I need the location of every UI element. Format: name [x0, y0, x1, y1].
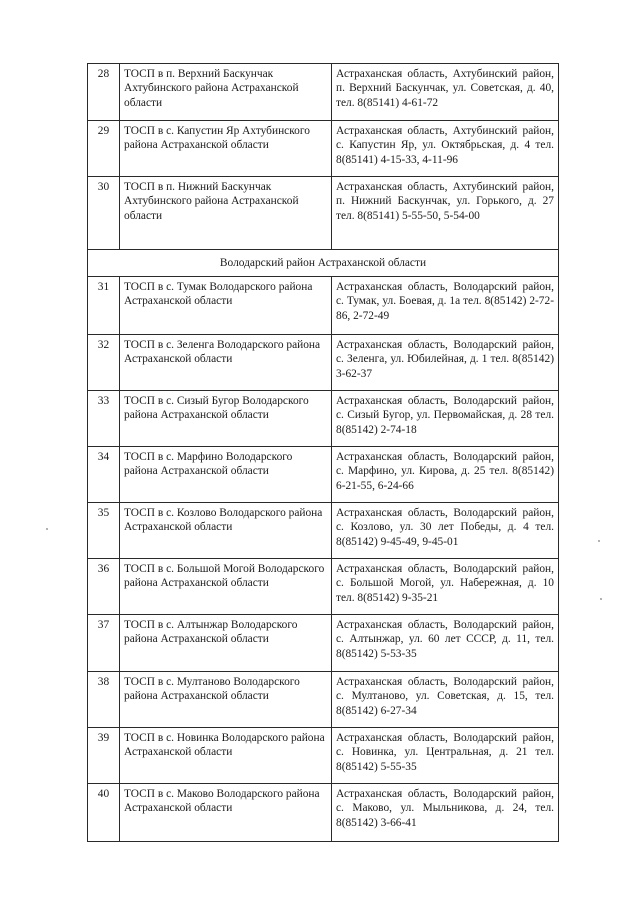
office-name: ТОСП в с. Новинка Володарского района Астраханской области: [120, 728, 332, 784]
office-name: ТОСП в с. Сизый Бугор Володарского района Астраханской области: [120, 391, 332, 447]
office-address: Астраханская область, Володарский район, с. Маково, ул. Мыльникова, д. 24, тел. 8(85142) 3-66-41: [332, 784, 559, 842]
section-header-row: [88, 250, 559, 277]
scan-speck: [46, 528, 48, 530]
table-row: [88, 177, 559, 250]
office-name: ТОСП в с. Тумак Володарского района Астраханской области: [120, 277, 332, 335]
row-number: 31: [88, 277, 120, 335]
table-row: [88, 784, 559, 842]
office-address: Астраханская область, Ахтубинский район, п. Нижний Баскунчак, ул. Горького, д. 27 тел. 8(85141) 5-55-50, 5-54-00: [332, 177, 559, 250]
table-row: [88, 391, 559, 447]
table-row: [88, 64, 559, 121]
row-number: 38: [88, 672, 120, 728]
table-row: [88, 277, 559, 335]
scan-speck: [600, 598, 602, 600]
table-row: [88, 121, 559, 177]
table-row: [88, 559, 559, 615]
office-address: Астраханская область, Володарский район, с. Алтынжар, ул. 60 лет СССР, д. 11, тел. 8(85142) 5-53-35: [332, 615, 559, 672]
row-number: 40: [88, 784, 120, 842]
office-name: ТОСП в с. Марфино Володарского района Астраханской области: [120, 447, 332, 503]
table-row: [88, 728, 559, 784]
table-row: [88, 335, 559, 391]
office-address: Астраханская область, Володарский район, с. Большой Могой, ул. Набережная, д. 10 тел. 8(85142) 9-35-21: [332, 559, 559, 615]
section-title: Володарский район Астраханской области: [88, 250, 559, 277]
row-number: 28: [88, 64, 120, 121]
office-list-table: [87, 63, 559, 842]
table-row: [88, 503, 559, 559]
row-number: 34: [88, 447, 120, 503]
office-name: ТОСП в с. Мултаново Володарского района Астраханской области: [120, 672, 332, 728]
office-address: Астраханская область, Володарский район, с. Козлово, ул. 30 лет Победы, д. 4 тел. 8(85142) 9-45-49, 9-45-01: [332, 503, 559, 559]
office-address: Астраханская область, Володарский район, с. Тумак, ул. Боевая, д. 1а тел. 8(85142) 2-72-86, 2-72-49: [332, 277, 559, 335]
office-name: ТОСП в с. Зеленга Володарского района Астраханской области: [120, 335, 332, 391]
row-number: 39: [88, 728, 120, 784]
office-name: ТОСП в с. Большой Могой Володарского района Астраханской области: [120, 559, 332, 615]
table-row: [88, 615, 559, 672]
office-name: ТОСП в п. Верхний Баскунчак Ахтубинского района Астраханской области: [120, 64, 332, 121]
office-name: ТОСП в с. Алтынжар Володарского района Астраханской области: [120, 615, 332, 672]
table-row: [88, 672, 559, 728]
row-number: 35: [88, 503, 120, 559]
row-number: 32: [88, 335, 120, 391]
office-name: ТОСП в п. Нижний Баскунчак Ахтубинского района Астраханской области: [120, 177, 332, 250]
office-address: Астраханская область, Ахтубинский район, п. Верхний Баскунчак, ул. Советская, д. 40, тел. 8(85141) 4-61-72: [332, 64, 559, 121]
office-name: ТОСП в с. Маково Володарского района Астраханской области: [120, 784, 332, 842]
row-number: 29: [88, 121, 120, 177]
row-number: 33: [88, 391, 120, 447]
office-address: Астраханская область, Ахтубинский район, с. Капустин Яр, ул. Октябрьская, д. 4 тел. 8(85141) 4-15-33, 4-11-96: [332, 121, 559, 177]
office-address: Астраханская область, Володарский район, с. Сизый Бугор, ул. Первомайская, д. 28 тел. 8(85142) 2-74-18: [332, 391, 559, 447]
office-name: ТОСП в с. Капустин Яр Ахтубинского района Астраханской области: [120, 121, 332, 177]
row-number: 37: [88, 615, 120, 672]
row-number: 36: [88, 559, 120, 615]
table-row: [88, 447, 559, 503]
office-address: Астраханская область, Володарский район, с. Зеленга, ул. Юбилейная, д. 1 тел. 8(85142) 3-62-37: [332, 335, 559, 391]
row-number: 30: [88, 177, 120, 250]
office-address: Астраханская область, Володарский район, с. Мултаново, ул. Советская, д. 15, тел. 8(85142) 6-27-34: [332, 672, 559, 728]
office-name: ТОСП в с. Козлово Володарского района Астраханской области: [120, 503, 332, 559]
scan-speck: [598, 540, 600, 542]
office-address: Астраханская область, Володарский район, с. Новинка, ул. Центральная, д. 21 тел. 8(85142) 5-55-35: [332, 728, 559, 784]
office-address: Астраханская область, Володарский район, с. Марфино, ул. Кирова, д. 25 тел. 8(85142) 6-21-55, 6-24-66: [332, 447, 559, 503]
